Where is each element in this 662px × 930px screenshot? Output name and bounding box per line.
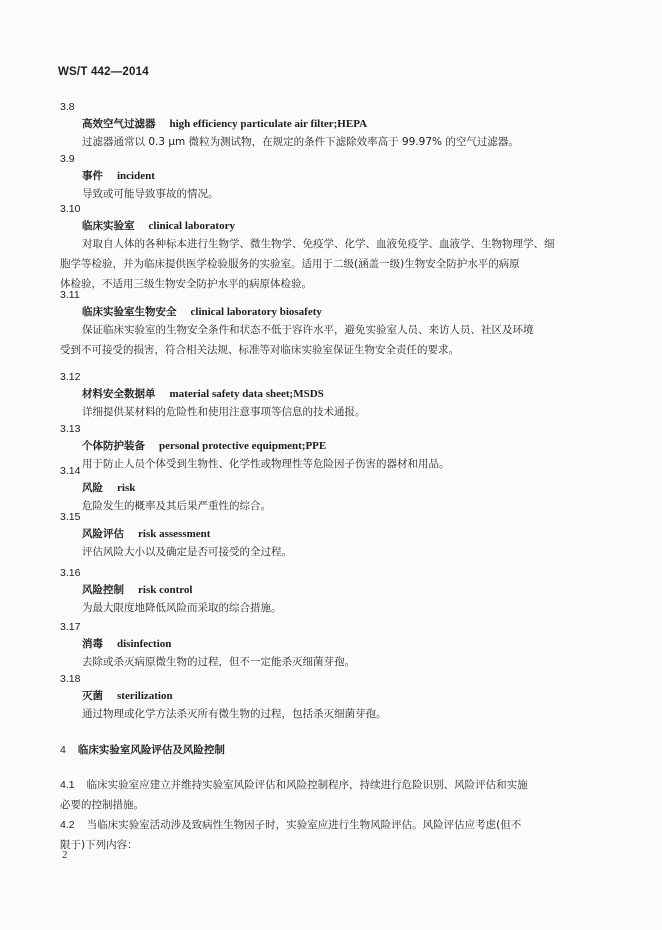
term-number: 3.10 <box>60 203 81 215</box>
term-definition-line: 详细提供某材料的危险性和使用注意事项等信息的技术通报。 <box>82 406 366 418</box>
term-definition-line: 通过物理或化学方法杀灭所有微生物的过程，包括杀灭细菌芽孢。 <box>82 708 387 720</box>
clause-text: 临床实验室应建立并维持实验室风险评估和风险控制程序，持续进行危险识别、风险评估和实施 <box>86 779 528 791</box>
term-definition-line: 体检验，不适用三级生物安全防护水平的病原体检验。 <box>60 278 312 290</box>
term-english: risk assessment <box>138 528 211 540</box>
term-heading <box>82 218 235 233</box>
term-definition-line: 为最大限度地降低风险而采取的综合措施。 <box>82 602 282 614</box>
section-4-heading <box>60 742 225 757</box>
clause-line <box>60 775 602 795</box>
term-english: clinical laboratory <box>148 220 235 232</box>
clause-text: 必要的控制措施。 <box>60 799 144 811</box>
term-chinese: 事件 <box>82 170 103 182</box>
term-heading <box>82 688 173 703</box>
term-number: 3.18 <box>60 673 81 685</box>
term-definition-line: 过滤器通常以 0.3 μm 微粒为测试物，在规定的条件下滤除效率高于 99.97% 的空气过滤器。 <box>82 136 519 148</box>
section-number: 4 <box>60 744 66 756</box>
term-english: material safety data sheet;MSDS <box>169 388 324 400</box>
term-number: 3.11 <box>60 289 80 301</box>
clause-line <box>60 795 602 815</box>
term-definition-line: 评估风险大小以及确定是否可接受的全过程。 <box>82 546 292 558</box>
standard-header: WS/T 442—2014 <box>58 66 149 78</box>
term-number: 3.17 <box>60 621 81 633</box>
term-heading <box>82 480 135 495</box>
term-number: 3.14 <box>60 465 81 477</box>
term-chinese: 消毒 <box>82 638 103 650</box>
term-chinese: 风险评估 <box>82 528 124 540</box>
term-definition-line: 胞学等检验，并为临床提供医学检验服务的实验室。适用于二级(涵盖一级)生物安全防护水平的病原 <box>60 258 520 270</box>
term-number: 3.12 <box>60 371 81 383</box>
term-number: 3.13 <box>60 423 81 435</box>
term-heading <box>82 116 367 131</box>
term-english: risk control <box>138 584 193 596</box>
section-title: 临床实验室风险评估及风险控制 <box>77 744 225 756</box>
clause-line <box>60 835 602 855</box>
term-definition-line: 去除或杀灭病原微生物的过程，但不一定能杀灭细菌芽孢。 <box>82 656 355 668</box>
term-chinese: 风险控制 <box>82 584 124 596</box>
term-heading <box>82 438 326 453</box>
term-heading <box>82 386 324 401</box>
page-number: 2 <box>62 849 68 861</box>
term-definition-line: 保证临床实验室的生物安全条件和状态不低于容许水平，避免实验室人员、来访人员、社区及环境 <box>82 324 534 336</box>
clause-number: 4.1 <box>60 779 75 791</box>
term-heading <box>82 168 155 183</box>
term-english: risk <box>117 482 136 494</box>
term-english: incident <box>117 170 155 182</box>
clause-number: 4.2 <box>60 819 75 831</box>
term-number: 3.8 <box>60 101 75 113</box>
term-heading <box>82 304 322 319</box>
term-chinese: 个体防护装备 <box>82 440 145 452</box>
term-chinese: 风险 <box>82 482 103 494</box>
term-heading <box>82 526 210 541</box>
term-definition-line: 对取自人体的各种标本进行生物学、微生物学、免疫学、化学、血液免疫学、血液学、生物物理学、细 <box>82 238 555 250</box>
term-english: clinical laboratory biosafety <box>190 306 322 318</box>
term-chinese: 临床实验室 <box>82 220 135 232</box>
term-chinese: 临床实验室生物安全 <box>82 306 177 318</box>
term-definition-line: 用于防止人员个体受到生物性、化学性或物理性等危险因子伤害的器材和用品。 <box>82 458 450 470</box>
term-english: disinfection <box>117 638 172 650</box>
term-number: 3.9 <box>60 153 75 165</box>
term-definition-line: 受到不可接受的损害，符合相关法规、标准等对临床实验室保证生物安全责任的要求。 <box>60 344 459 356</box>
term-definition-line: 危险发生的概率及其后果严重性的综合。 <box>82 500 271 512</box>
clause-text: 当临床实验室活动涉及致病性生物因子时，实验室应进行生物风险评估。风险评估应考虑(但不 <box>86 819 522 831</box>
clause-text: 限于)下列内容： <box>60 839 138 851</box>
term-definition-line: 导致或可能导致事故的情况。 <box>82 188 219 200</box>
term-chinese: 材料安全数据单 <box>82 388 156 400</box>
term-chinese: 灭菌 <box>82 690 103 702</box>
term-english: sterilization <box>117 690 173 702</box>
term-english: personal protective equipment;PPE <box>159 440 327 452</box>
term-number: 3.15 <box>60 511 81 523</box>
term-chinese: 高效空气过滤器 <box>82 118 156 130</box>
term-english: high efficiency particulate air filter;HEPA <box>169 118 368 130</box>
term-number: 3.16 <box>60 567 81 579</box>
term-heading <box>82 582 193 597</box>
term-heading <box>82 636 171 651</box>
clause-line <box>60 815 602 835</box>
